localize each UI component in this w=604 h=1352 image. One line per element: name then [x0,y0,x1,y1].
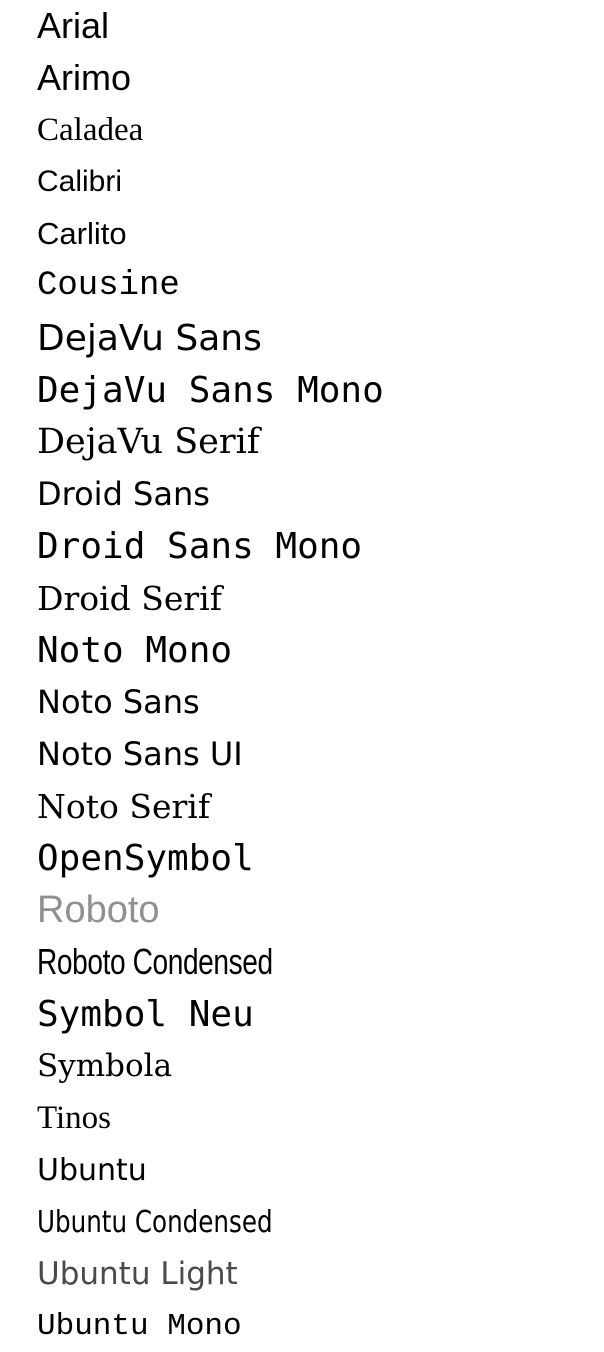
font-item-dejavu-sans-mono[interactable] [37,364,604,416]
font-name-label: Ubuntu Light [37,1256,238,1292]
font-name-label: Roboto [37,888,160,931]
font-name-label: DejaVu Serif [37,422,260,462]
font-name-label: Carlito [37,216,127,251]
font-item-arial[interactable] [37,0,604,52]
font-name-label: OpenSymbol [37,837,254,879]
font-item-ubuntu[interactable] [37,1144,604,1196]
font-item-droid-sans-mono[interactable] [37,520,604,572]
font-item-carlito[interactable] [37,208,604,260]
font-name-label: Droid Serif [37,578,222,618]
font-item-noto-sans-ui[interactable] [37,728,604,780]
font-item-droid-sans[interactable] [37,468,604,520]
font-item-opensymbol[interactable] [37,832,604,884]
font-name-label: Ubuntu Condensed [37,1204,273,1240]
font-name-label: Noto Serif [37,786,211,826]
font-name-label: Noto Mono [37,629,233,671]
font-item-calibri[interactable] [37,156,604,208]
font-name-label: Roboto Condensed [37,941,273,982]
font-name-label: Arial [37,5,110,46]
font-item-noto-sans[interactable] [37,676,604,728]
font-name-label: Noto Sans [37,683,200,721]
font-item-arimo[interactable] [37,52,604,104]
font-name-label: Caladea [37,111,144,148]
font-item-roboto-condensed[interactable] [37,936,604,988]
font-name-label: Ubuntu [37,1152,147,1188]
font-name-label: Droid Sans [37,475,210,513]
font-item-symbola[interactable] [37,1040,604,1092]
font-name-label: Symbol Neu [37,993,254,1035]
font-item-ubuntu-mono[interactable] [37,1300,604,1352]
font-name-label: Symbola [37,1048,173,1084]
font-name-label: DejaVu Sans Mono [37,369,384,411]
font-item-roboto[interactable] [37,884,604,936]
font-item-cousine[interactable] [37,260,604,312]
font-name-label: Arimo [37,57,132,98]
font-name-label: DejaVu Sans [37,317,262,359]
font-name-label: Calibri [37,165,123,198]
font-item-noto-mono[interactable] [37,624,604,676]
font-item-symbol-neu[interactable] [37,988,604,1040]
font-name-label: Noto Sans UI [37,735,243,773]
font-item-noto-serif[interactable] [37,780,604,832]
font-item-dejavu-sans[interactable] [37,312,604,364]
font-name-label: Cousine [37,267,180,305]
font-item-caladea[interactable] [37,104,604,156]
font-item-tinos[interactable] [37,1092,604,1144]
font-item-ubuntu-condensed[interactable] [37,1196,604,1248]
font-name-label: Droid Sans Mono [37,525,363,567]
font-name-label: Ubuntu Mono [37,1308,242,1344]
font-item-droid-serif[interactable] [37,572,604,624]
font-name-label: Tinos [37,1099,112,1136]
font-item-dejavu-serif[interactable] [37,416,604,468]
font-item-ubuntu-light[interactable] [37,1248,604,1300]
